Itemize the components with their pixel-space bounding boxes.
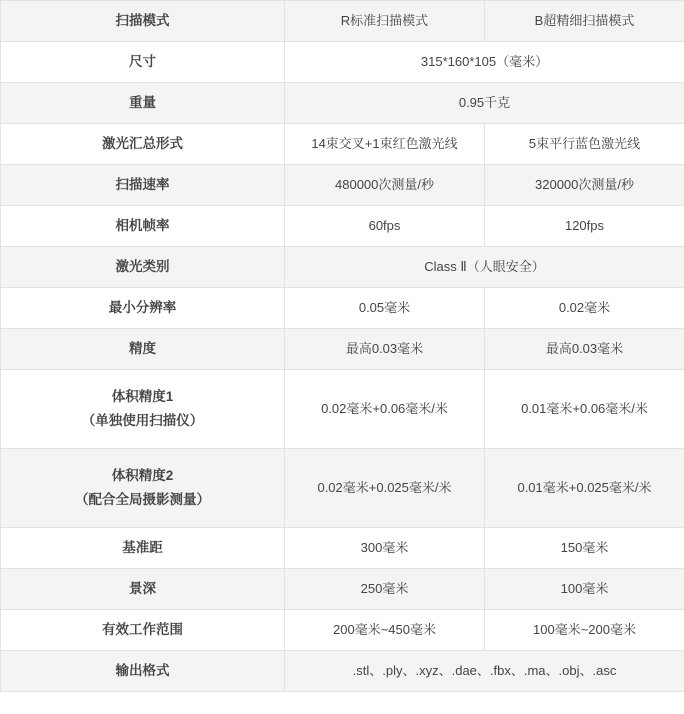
table-row xyxy=(1,449,684,528)
row-label: 激光汇总形式 xyxy=(1,124,285,165)
row-label: 基准距 xyxy=(1,528,285,569)
table-row xyxy=(1,610,684,651)
table-row xyxy=(1,1,684,42)
table-row xyxy=(1,206,684,247)
row-label: 相机帧率 xyxy=(1,206,285,247)
row-value-standard: 250毫米 xyxy=(285,569,485,610)
row-value-standard: 最高0.03毫米 xyxy=(285,329,485,370)
table-row xyxy=(1,165,684,206)
row-label: 激光类别 xyxy=(1,247,285,288)
table-row xyxy=(1,124,684,165)
row-value-fine: 最高0.03毫米 xyxy=(485,329,684,370)
row-value-fine: 320000次测量/秒 xyxy=(485,165,684,206)
table-row xyxy=(1,42,684,83)
row-label xyxy=(1,370,285,449)
table-row xyxy=(1,247,684,288)
row-value-fine: 5束平行蓝色激光线 xyxy=(485,124,684,165)
table-row xyxy=(1,370,684,449)
row-label: 有效工作范围 xyxy=(1,610,285,651)
row-label xyxy=(1,449,285,528)
row-value-fine: B超精细扫描模式 xyxy=(485,1,684,42)
row-label-main: 体积精度2 xyxy=(111,468,174,484)
row-value-fine: 100毫米~200毫米 xyxy=(485,610,684,651)
row-value-merged: 0.95千克 xyxy=(285,83,684,124)
row-value-fine: 120fps xyxy=(485,206,684,247)
row-label-main: 体积精度1 xyxy=(111,389,174,405)
row-value-standard: 0.02毫米+0.06毫米/米 xyxy=(285,370,485,449)
row-label: 尺寸 xyxy=(1,42,285,83)
table-row xyxy=(1,569,684,610)
table-row xyxy=(1,83,684,124)
table-row xyxy=(1,528,684,569)
row-value-standard: 14束交叉+1束红色激光线 xyxy=(285,124,485,165)
row-value-standard: 300毫米 xyxy=(285,528,485,569)
row-value-fine: 100毫米 xyxy=(485,569,684,610)
row-value-fine: 0.02毫米 xyxy=(485,288,684,329)
row-value-standard: 480000次测量/秒 xyxy=(285,165,485,206)
row-value-standard: R标准扫描模式 xyxy=(285,1,485,42)
row-value-merged: Class Ⅱ（人眼安全） xyxy=(285,247,684,288)
table-row xyxy=(1,288,684,329)
spec-table-body xyxy=(1,1,684,692)
row-value-standard: 0.05毫米 xyxy=(285,288,485,329)
row-value-fine: 0.01毫米+0.06毫米/米 xyxy=(485,370,684,449)
row-label: 景深 xyxy=(1,569,285,610)
row-label: 精度 xyxy=(1,329,285,370)
table-row xyxy=(1,329,684,370)
row-label: 重量 xyxy=(1,83,285,124)
table-row xyxy=(1,651,684,692)
row-value-merged: 315*160*105（毫米） xyxy=(285,42,684,83)
row-label: 最小分辨率 xyxy=(1,288,285,329)
row-label: 扫描模式 xyxy=(1,1,285,42)
row-value-standard: 60fps xyxy=(285,206,485,247)
row-value-standard: 200毫米~450毫米 xyxy=(285,610,485,651)
row-value-merged: .stl、.ply、.xyz、.dae、.fbx、.ma、.obj、.asc xyxy=(285,651,684,692)
row-value-standard: 0.02毫米+0.025毫米/米 xyxy=(285,449,485,528)
row-label-sub: （单独使用扫描仪） xyxy=(81,413,204,428)
row-value-fine: 0.01毫米+0.025毫米/米 xyxy=(485,449,684,528)
row-label: 扫描速率 xyxy=(1,165,285,206)
row-label-sub: （配合全局摄影测量） xyxy=(75,492,210,507)
row-value-fine: 150毫米 xyxy=(485,528,684,569)
row-label: 输出格式 xyxy=(1,651,285,692)
